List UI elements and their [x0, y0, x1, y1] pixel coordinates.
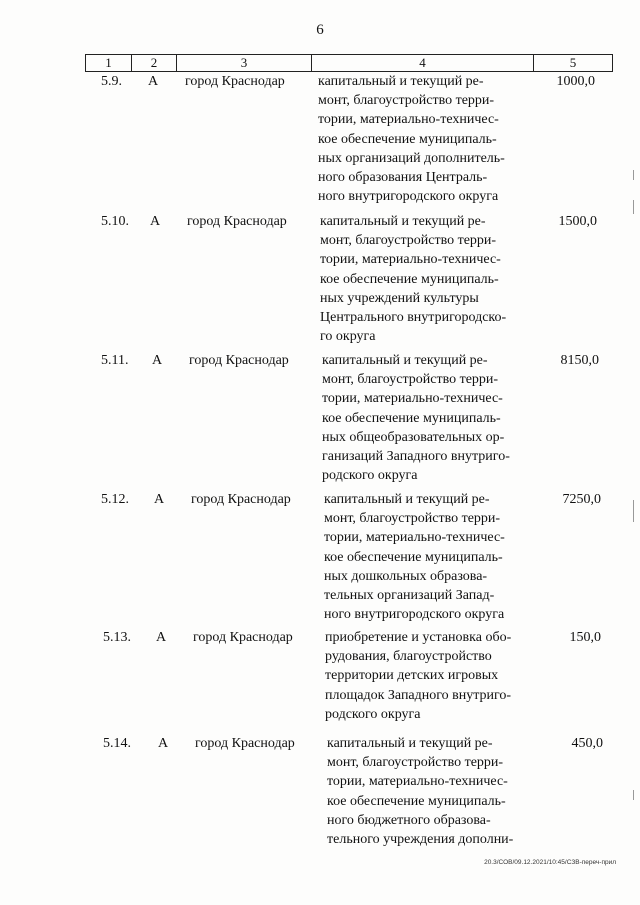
row-description	[322, 351, 530, 485]
column-header-1: 1	[86, 55, 132, 72]
row-number: 5.13.	[103, 630, 131, 645]
scan-edge-mark	[633, 170, 634, 180]
description-line: капитальный и текущий ре-	[322, 353, 488, 368]
description-line: территории детских игровых	[325, 668, 499, 684]
description-line: го округа	[320, 329, 376, 345]
description-line: капитальный и текущий ре-	[327, 736, 493, 751]
description-line: монт, благоустройство терри-	[322, 372, 499, 388]
description-line: тельных организаций Запад-	[324, 588, 495, 604]
column-header-5: 5	[534, 55, 613, 72]
description-line: Центрального внутригородско-	[320, 310, 507, 326]
scan-edge-mark	[633, 790, 634, 800]
row-description	[325, 628, 533, 724]
row-amount: 150,0	[569, 630, 601, 645]
row-category: А	[157, 736, 169, 751]
description-line: тории, материально-техничес-	[318, 112, 499, 128]
description-line: кое обеспечение муниципаль-	[318, 131, 497, 147]
description-line: тельного учреждения дополни-	[327, 832, 514, 848]
description-line: ганизаций Западного внутриго-	[322, 449, 510, 465]
description-line: ных общеобразовательных ор-	[322, 429, 505, 445]
description-line: монт, благоустройство терри-	[320, 233, 497, 249]
row-amount: 8150,0	[560, 353, 599, 368]
row-description	[320, 212, 528, 346]
row-number: 5.10.	[101, 214, 129, 229]
description-line: кое обеспечение муниципаль-	[324, 549, 503, 565]
row-description	[324, 490, 532, 624]
row-amount: 1500,0	[558, 214, 597, 229]
row-number: 5.14.	[103, 736, 131, 751]
description-line: кое обеспечение муниципаль-	[322, 410, 501, 426]
row-amount: 7250,0	[562, 492, 601, 507]
description-line: монт, благоустройство терри-	[327, 755, 504, 771]
description-line: приобретение и установка обо-	[325, 630, 512, 645]
description-line: ного образования Централь-	[318, 170, 488, 186]
row-number: 5.12.	[101, 492, 129, 507]
row-category: А	[153, 492, 165, 507]
page-number: 6	[316, 22, 324, 38]
row-city: город Краснодар	[187, 214, 287, 229]
description-line: тории, материально-техничес-	[327, 774, 508, 790]
row-category: А	[149, 214, 161, 229]
description-line: монт, благоустройство терри-	[318, 93, 495, 109]
row-city: город Краснодар	[191, 492, 291, 507]
description-line: капитальный и текущий ре-	[318, 74, 484, 89]
description-line: монт, благоустройство терри-	[324, 511, 501, 527]
row-category: А	[155, 630, 167, 645]
column-header-2: 2	[132, 55, 177, 72]
description-line: ного бюджетного образова-	[327, 812, 491, 828]
row-city: город Краснодар	[185, 74, 285, 89]
row-city: город Краснодар	[189, 353, 289, 368]
description-line: родского округа	[322, 468, 418, 484]
description-line: ного внутригородского округа	[318, 189, 499, 205]
row-amount: 1000,0	[556, 74, 595, 89]
column-header-table	[85, 54, 613, 72]
description-line: кое обеспечение муниципаль-	[320, 271, 499, 287]
description-line: ных учреждений культуры	[320, 290, 479, 306]
row-amount: 450,0	[571, 736, 603, 751]
description-line: площадок Западного внутриго-	[325, 687, 512, 703]
description-line: рудования, благоустройство	[325, 649, 492, 665]
row-city: город Краснодар	[193, 630, 293, 645]
row-description	[318, 72, 526, 206]
column-header-3: 3	[177, 55, 312, 72]
description-line: капитальный и текущий ре-	[324, 492, 490, 507]
description-line: тории, материально-техничес-	[324, 530, 505, 546]
description-line: родского округа	[325, 706, 421, 722]
row-city: город Краснодар	[195, 736, 295, 751]
scan-edge-mark	[633, 200, 634, 214]
column-header-4: 4	[312, 55, 534, 72]
row-category: А	[147, 74, 159, 89]
description-line: ных организаций дополнитель-	[318, 150, 505, 166]
description-line: кое обеспечение муниципаль-	[327, 793, 506, 809]
row-category: А	[151, 353, 163, 368]
description-line: тории, материально-техничес-	[322, 391, 503, 407]
description-line: ных дошкольных образова-	[324, 568, 488, 584]
document-footer-code: 20.3/СОВ/09.12.2021/10:45/СЗВ-переч-прил	[484, 859, 616, 866]
description-line: капитальный и текущий ре-	[320, 214, 486, 229]
scan-edge-mark	[633, 500, 634, 522]
row-number: 5.11.	[101, 353, 129, 368]
row-number: 5.9.	[101, 74, 122, 89]
row-description	[327, 734, 535, 849]
description-line: ного внутригородского округа	[324, 607, 505, 623]
description-line: тории, материально-техничес-	[320, 252, 501, 268]
